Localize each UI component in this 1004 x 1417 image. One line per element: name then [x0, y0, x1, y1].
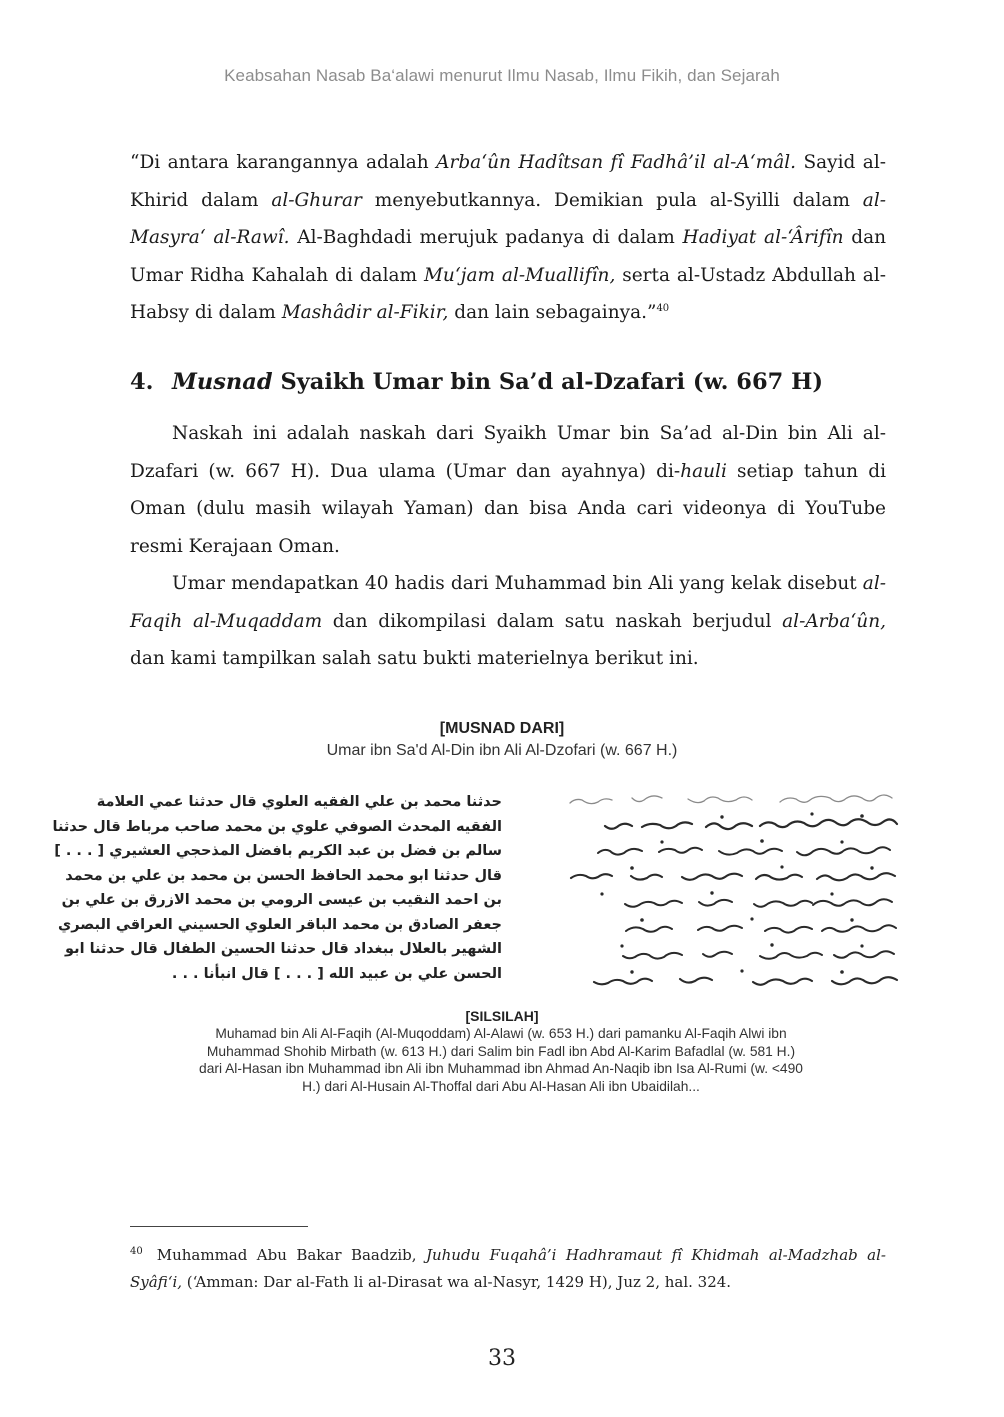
- silsilah-text: Muhamad bin Ali Al-Faqih (Al-Muqoddam) Al-Alawi (w. 653 H.) dari pamanku Al-Faqih Alwi ibn Muhammad Shohib Mirbath (w. 613 H.) dari Salim bin Fadl ibn Abd Al-Karim Bafadlal (w. 581 H.) dari Al-Hasan ibn Muhammad ibn Ali ibn Muhammad ibn Ahmad An-Naqib ibn Isa Al-Rumi (w. <490 H.) dari Al-Husain Al-Thoffal dari Abu Al-Hasan Ali ibn Ubaidilah...: [199, 1026, 803, 1094]
- footnote-reference[interactable]: 40: [656, 303, 670, 314]
- arabic-line: سالم بن فضل بن عبد الكريم بافضل المذحجي العشيري [ . . . ]: [54, 843, 502, 859]
- arabic-line: حدثنا محمد بن علي الفقيه العلوي قال حدثنا عمي العلامة: [96, 794, 502, 810]
- quote-paragraph: “Di antara karangannya adalah Arba‘ûn Hadîtsan fî Fadhâ’il al-A‘mâl. Sayid al-Khirid dalam al-Ghurar menyebutkannya. Demikian pula al-Syilli dalam al-Masyra‘ al-Rawî. Al-Baghdadi merujuk padanya di dalam Hadiyat al-‘Ârifîn dan Umar Ridha Kahalah di dalam Mu‘jam al-Muallifîn, serta al-Ustadz Abdullah al-Habsy di dalam Mashâdir al-Fikir, dan lain sebagainya.”$^{40}$: [130, 152, 887, 323]
- page-number: 33: [488, 1346, 516, 1371]
- arabic-line: جعفر الصادق بن محمد الباقر العلوي الحسيني العراقي البصري: [57, 916, 502, 933]
- footnote-number: 40: [130, 1246, 143, 1257]
- figure-title: [MUSNAD DARI]: [439, 720, 565, 737]
- arabic-transcription: [52, 790, 502, 986]
- arabic-line: قال حدثنا ابو محمد الحافظ الحسن بن محمد بن علي بن محمد: [65, 867, 502, 884]
- section-body: [130, 415, 886, 678]
- manuscript-image: [512, 784, 902, 998]
- body-paragraph-1: Naskah ini adalah naskah dari Syaikh Umar bin Sa’ad al-Din bin Ali al-Dzafari (w. 667 H). Dua ulama (Umar dan ayahnya) di-hauli setiap tahun di Oman (dulu masih wilayah Yaman) dan bisa Anda cari videonya di YouTube resmi Kerajaan Oman.: [130, 423, 886, 557]
- arabic-line: الفقيه المحدث الصوفي علوي بن محمد صاحب مرباط قال حدثنا: [52, 818, 502, 835]
- body-paragraph-2: Umar mendapatkan 40 hadis dari Muhammad bin Ali yang kelak disebut al-Faqih al-Muqaddam dan dikompilasi dalam satu naskah berjudul al-Arba‘ûn, dan kami tampilkan salah satu bukti materielnya berikut ini.: [130, 573, 886, 669]
- section-number: 4.: [130, 369, 154, 395]
- section-heading: [130, 369, 910, 395]
- figure-subtitle: Umar ibn Sa'd Al-Din ibn Ali Al-Dzofari (w. 667 H.): [326, 742, 678, 759]
- footnote-divider: [130, 1226, 308, 1227]
- arabic-line: بن احمد النقيب بن عيسى الرومي بن محمد الازرق بن علي بن: [61, 892, 502, 908]
- footnote: $^{40}$ Muhammad Abu Bakar Baadzib, Juhudu Fuqahâ’i Hadhramaut fî Khidmah al-Madzhab al-Syâfi‘i, (‘Amman: Dar al-Fath li al-Dirasat wa al-Nasyr, 1429 H), Juz 2, hal. 324.: [130, 1246, 886, 1291]
- section-title-italic: Musnad: [172, 369, 273, 395]
- running-header: Keabsahan Nasab Ba‘alawi menurut Ilmu Nasab, Ilmu Fikih, dan Sejarah: [224, 66, 780, 85]
- section-title: Syaikh Umar bin Sa’d al-Dzafari (w. 667 H): [272, 369, 824, 395]
- silsilah-label: [SILSILAH]: [465, 1008, 539, 1024]
- arabic-line: الحسن علي بن عبيد الله [ . . . ] قال انبأنا . . .: [171, 965, 502, 982]
- arabic-line: الشهير بالعلال ببغداد قال حدثنا الحسين الطفال قال حدثنا ابو: [65, 941, 502, 957]
